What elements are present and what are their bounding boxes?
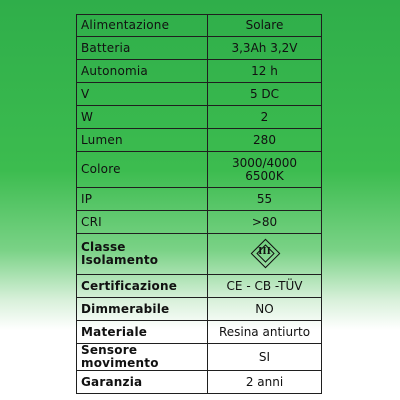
spec-row-autonomia <box>77 60 322 83</box>
spec-table <box>76 14 322 394</box>
spec-label: Autonomia <box>77 60 208 83</box>
spec-value: Solare <box>208 15 322 37</box>
spec-label: IP <box>77 188 208 211</box>
spec-label: Classe Isolamento <box>77 234 208 275</box>
spec-label: Dimmerabile <box>77 298 208 321</box>
spec-label: Alimentazione <box>77 15 208 37</box>
spec-label: Batteria <box>77 37 208 60</box>
spec-label: CRI <box>77 211 208 234</box>
spec-value: >80 <box>208 211 322 234</box>
class-iii-insulation-icon <box>250 238 280 268</box>
spec-value: 5 DC <box>208 83 322 106</box>
spec-value: Resina antiurto <box>208 321 322 344</box>
spec-row-cri <box>77 211 322 234</box>
spec-value: 2 <box>208 106 322 129</box>
spec-row-ip <box>77 188 322 211</box>
spec-row-classe-isolamento <box>77 234 322 275</box>
spec-label: Lumen <box>77 129 208 152</box>
spec-value-line: 6500K <box>245 168 284 183</box>
spec-value <box>208 234 322 275</box>
spec-value: CE - CB -TÜV <box>208 275 322 298</box>
spec-value: 2 anni <box>208 371 322 394</box>
spec-value <box>208 152 322 188</box>
spec-label: W <box>77 106 208 129</box>
spec-row-colore <box>77 152 322 188</box>
spec-label: Certificazione <box>77 275 208 298</box>
spec-row-v <box>77 83 322 106</box>
spec-value-line: 3000/4000 <box>231 155 298 170</box>
spec-row-dimmerabile <box>77 298 322 321</box>
insulation-class-label: III <box>258 246 271 257</box>
spec-label: Sensore movimento <box>77 344 208 371</box>
spec-row-certificazione <box>77 275 322 298</box>
spec-value: 280 <box>208 129 322 152</box>
spec-row-lumen <box>77 129 322 152</box>
spec-label: V <box>77 83 208 106</box>
spec-label: Materiale <box>77 321 208 344</box>
spec-value: 12 h <box>208 60 322 83</box>
spec-row-materiale <box>77 321 322 344</box>
spec-row-sensore-movimento <box>77 344 322 371</box>
spec-value: SI <box>208 344 322 371</box>
spec-row-alimentazione <box>77 15 322 37</box>
spec-label: Colore <box>77 152 208 188</box>
spec-value: 55 <box>208 188 322 211</box>
spec-value: NO <box>208 298 322 321</box>
spec-row-garanzia <box>77 371 322 394</box>
spec-value: 3,3Ah 3,2V <box>208 37 322 60</box>
spec-row-w <box>77 106 322 129</box>
spec-row-batteria <box>77 37 322 60</box>
spec-label: Garanzia <box>77 371 208 394</box>
